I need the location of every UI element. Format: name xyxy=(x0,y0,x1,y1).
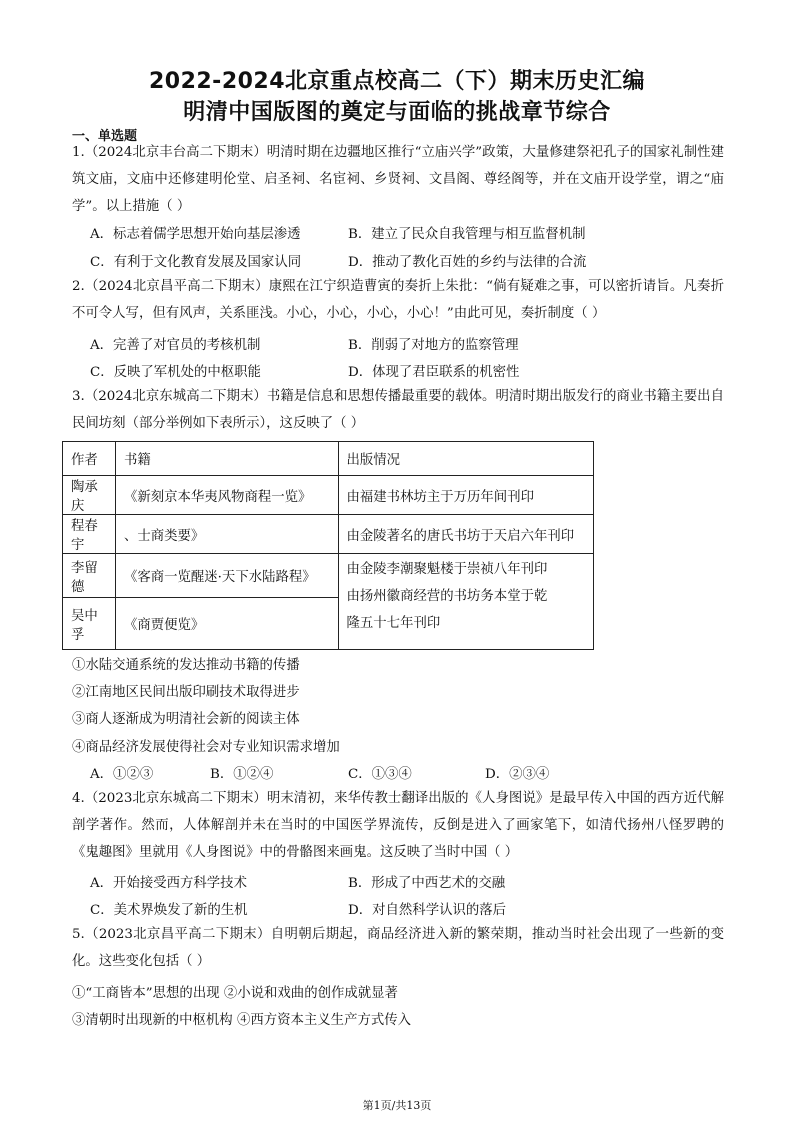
question-5-stem: 5.（2023北京昌平高二下期末）自明朝后期起，商品经济进入新的繁荣期，推动当时社会出现了一些新的变化。这些变化包括（ ） xyxy=(72,927,724,969)
table-cell-author: 李留德 xyxy=(63,554,116,598)
question-2-option-c: C．反映了军机处的中枢职能 xyxy=(90,365,261,380)
question-2-option-d: D．体现了君臣联系的机密性 xyxy=(348,365,520,380)
table-row xyxy=(63,554,594,598)
table-cell-book: 《商贾便览》 xyxy=(115,598,338,650)
question-1-option-d: D．推动了教化百姓的乡约与法律的合流 xyxy=(348,255,587,270)
table-header-publication: 出版情况 xyxy=(338,442,593,476)
question-3-option-a: A．①②③ xyxy=(90,767,154,782)
question-4-option-a: A．开始接受西方科学技术 xyxy=(90,876,247,891)
question-3-stem: 3.（2024北京东城高二下期末）书籍是信息和思想传播最重要的载体。明清时期出版发行的商业书籍主要出自民间坊刻（部分举例如下表所示），这反映了（ ） xyxy=(72,389,724,431)
question-1-option-a: A．标志着儒学思想开始向基层渗透 xyxy=(90,227,301,242)
table-cell-publication: 由金陵著名的唐氏书坊于天启六年刊印 xyxy=(338,515,593,554)
question-3-option-c: C．①③④ xyxy=(348,767,412,782)
books-table xyxy=(62,441,594,650)
table-cell-publication-merged xyxy=(338,554,593,650)
question-4-stem: 4.（2023北京东城高二下期末）明末清初，来华传教士翻译出版的《人身图说》是最早传入中国的西方近代解剖学著作。然而，人体解剖并未在当时的中国医学界流传，反倒是进入了画家笔下，如清代扬州八怪罗聘的《鬼趣图》里就用《人身图说》中的骨骼图来画鬼。这反映了当时中国（ ） xyxy=(72,791,724,860)
question-4-option-d: D．对自然科学认识的落后 xyxy=(348,903,507,918)
question-3-statement-1: ①水陆交通系统的发达推动书籍的传播 xyxy=(72,658,300,673)
question-3-statement-3: ③商人逐渐成为明清社会新的阅读主体 xyxy=(72,712,300,727)
table-cell-book: 《新刻京本华夷风物商程一览》 xyxy=(115,476,338,515)
publication-line: 由扬州徽商经营的书坊务本堂于乾 xyxy=(346,589,548,604)
section-heading: 一、单选题 xyxy=(72,129,138,144)
question-2-option-b: B．削弱了对地方的监察管理 xyxy=(348,338,519,353)
page-number-footer: 第1页/共13页 xyxy=(362,1099,432,1112)
question-1-option-b: B．建立了民众自我管理与相互监督机制 xyxy=(348,227,586,242)
question-2-option-a: A．完善了对官员的考核机制 xyxy=(90,338,261,353)
table-header-author: 作者 xyxy=(63,442,116,476)
table-header-book: 书籍 xyxy=(115,442,338,476)
question-1-option-c: C．有利于文化教育发展及国家认同 xyxy=(90,255,302,270)
question-2-stem: 2.（2024北京昌平高二下期末）康熙在江宁织造曹寅的奏折上朱批：“倘有疑难之事，可以密折请旨。凡奏折不可令人写，但有风声，关系匪浅。小心，小心，小心，小心！”由此可见，奏折制度（ ） xyxy=(72,279,724,321)
question-5-statements-line1: ①“工商皆本”思想的出现 ②小说和戏曲的创作成就显著 xyxy=(72,986,398,1001)
question-3-statement-4: ④商品经济发展使得社会对专业知识需求增加 xyxy=(72,740,340,755)
document-title-line2: 明清中国版图的奠定与面临的挑战章节综合 xyxy=(183,100,611,125)
table-cell-author: 程春宇 xyxy=(63,515,116,554)
question-3-statement-2: ②江南地区民间出版印刷技术取得进步 xyxy=(72,685,300,700)
table-cell-author: 吴中孚 xyxy=(63,598,116,650)
table-row xyxy=(63,476,594,515)
question-3-option-b: B．①②④ xyxy=(210,767,274,782)
table-cell-book: 、士商类要》 xyxy=(115,515,338,554)
table-cell-book: 《客商一览醒迷·天下水陆路程》 xyxy=(115,554,338,598)
publication-line: 由金陵李潮聚魁楼于崇祯八年刊印 xyxy=(346,562,548,577)
question-1-stem: 1.（2024北京丰台高二下期末）明清时期在边疆地区推行“立庙兴学”政策，大量修建祭祀孔子的国家礼制性建筑文庙，文庙中还修建明伦堂、启圣祠、名宦祠、乡贤祠、文昌阁、尊经阁等，并在文庙开设学堂，谓之“庙学”。以上措施（ ） xyxy=(72,145,724,214)
question-3-option-d: D．②③④ xyxy=(485,767,550,782)
question-5-statements-line2: ③清朝时出现新的中枢机构 ④西方资本主义生产方式传入 xyxy=(72,1013,412,1028)
table-cell-author: 陶承庆 xyxy=(63,476,116,515)
document-title-line1: 2022-2024北京重点校高二（下）期末历史汇编 xyxy=(148,69,646,94)
question-4-option-b: B．形成了中西艺术的交融 xyxy=(348,876,506,891)
publication-line: 隆五十七年刊印 xyxy=(346,616,441,631)
question-4-option-c: C．美术界焕发了新的生机 xyxy=(90,903,248,918)
table-cell-publication: 由福建书林坊主于万历年间刊印 xyxy=(338,476,593,515)
table-row xyxy=(63,515,594,554)
table-header-row xyxy=(63,442,594,476)
